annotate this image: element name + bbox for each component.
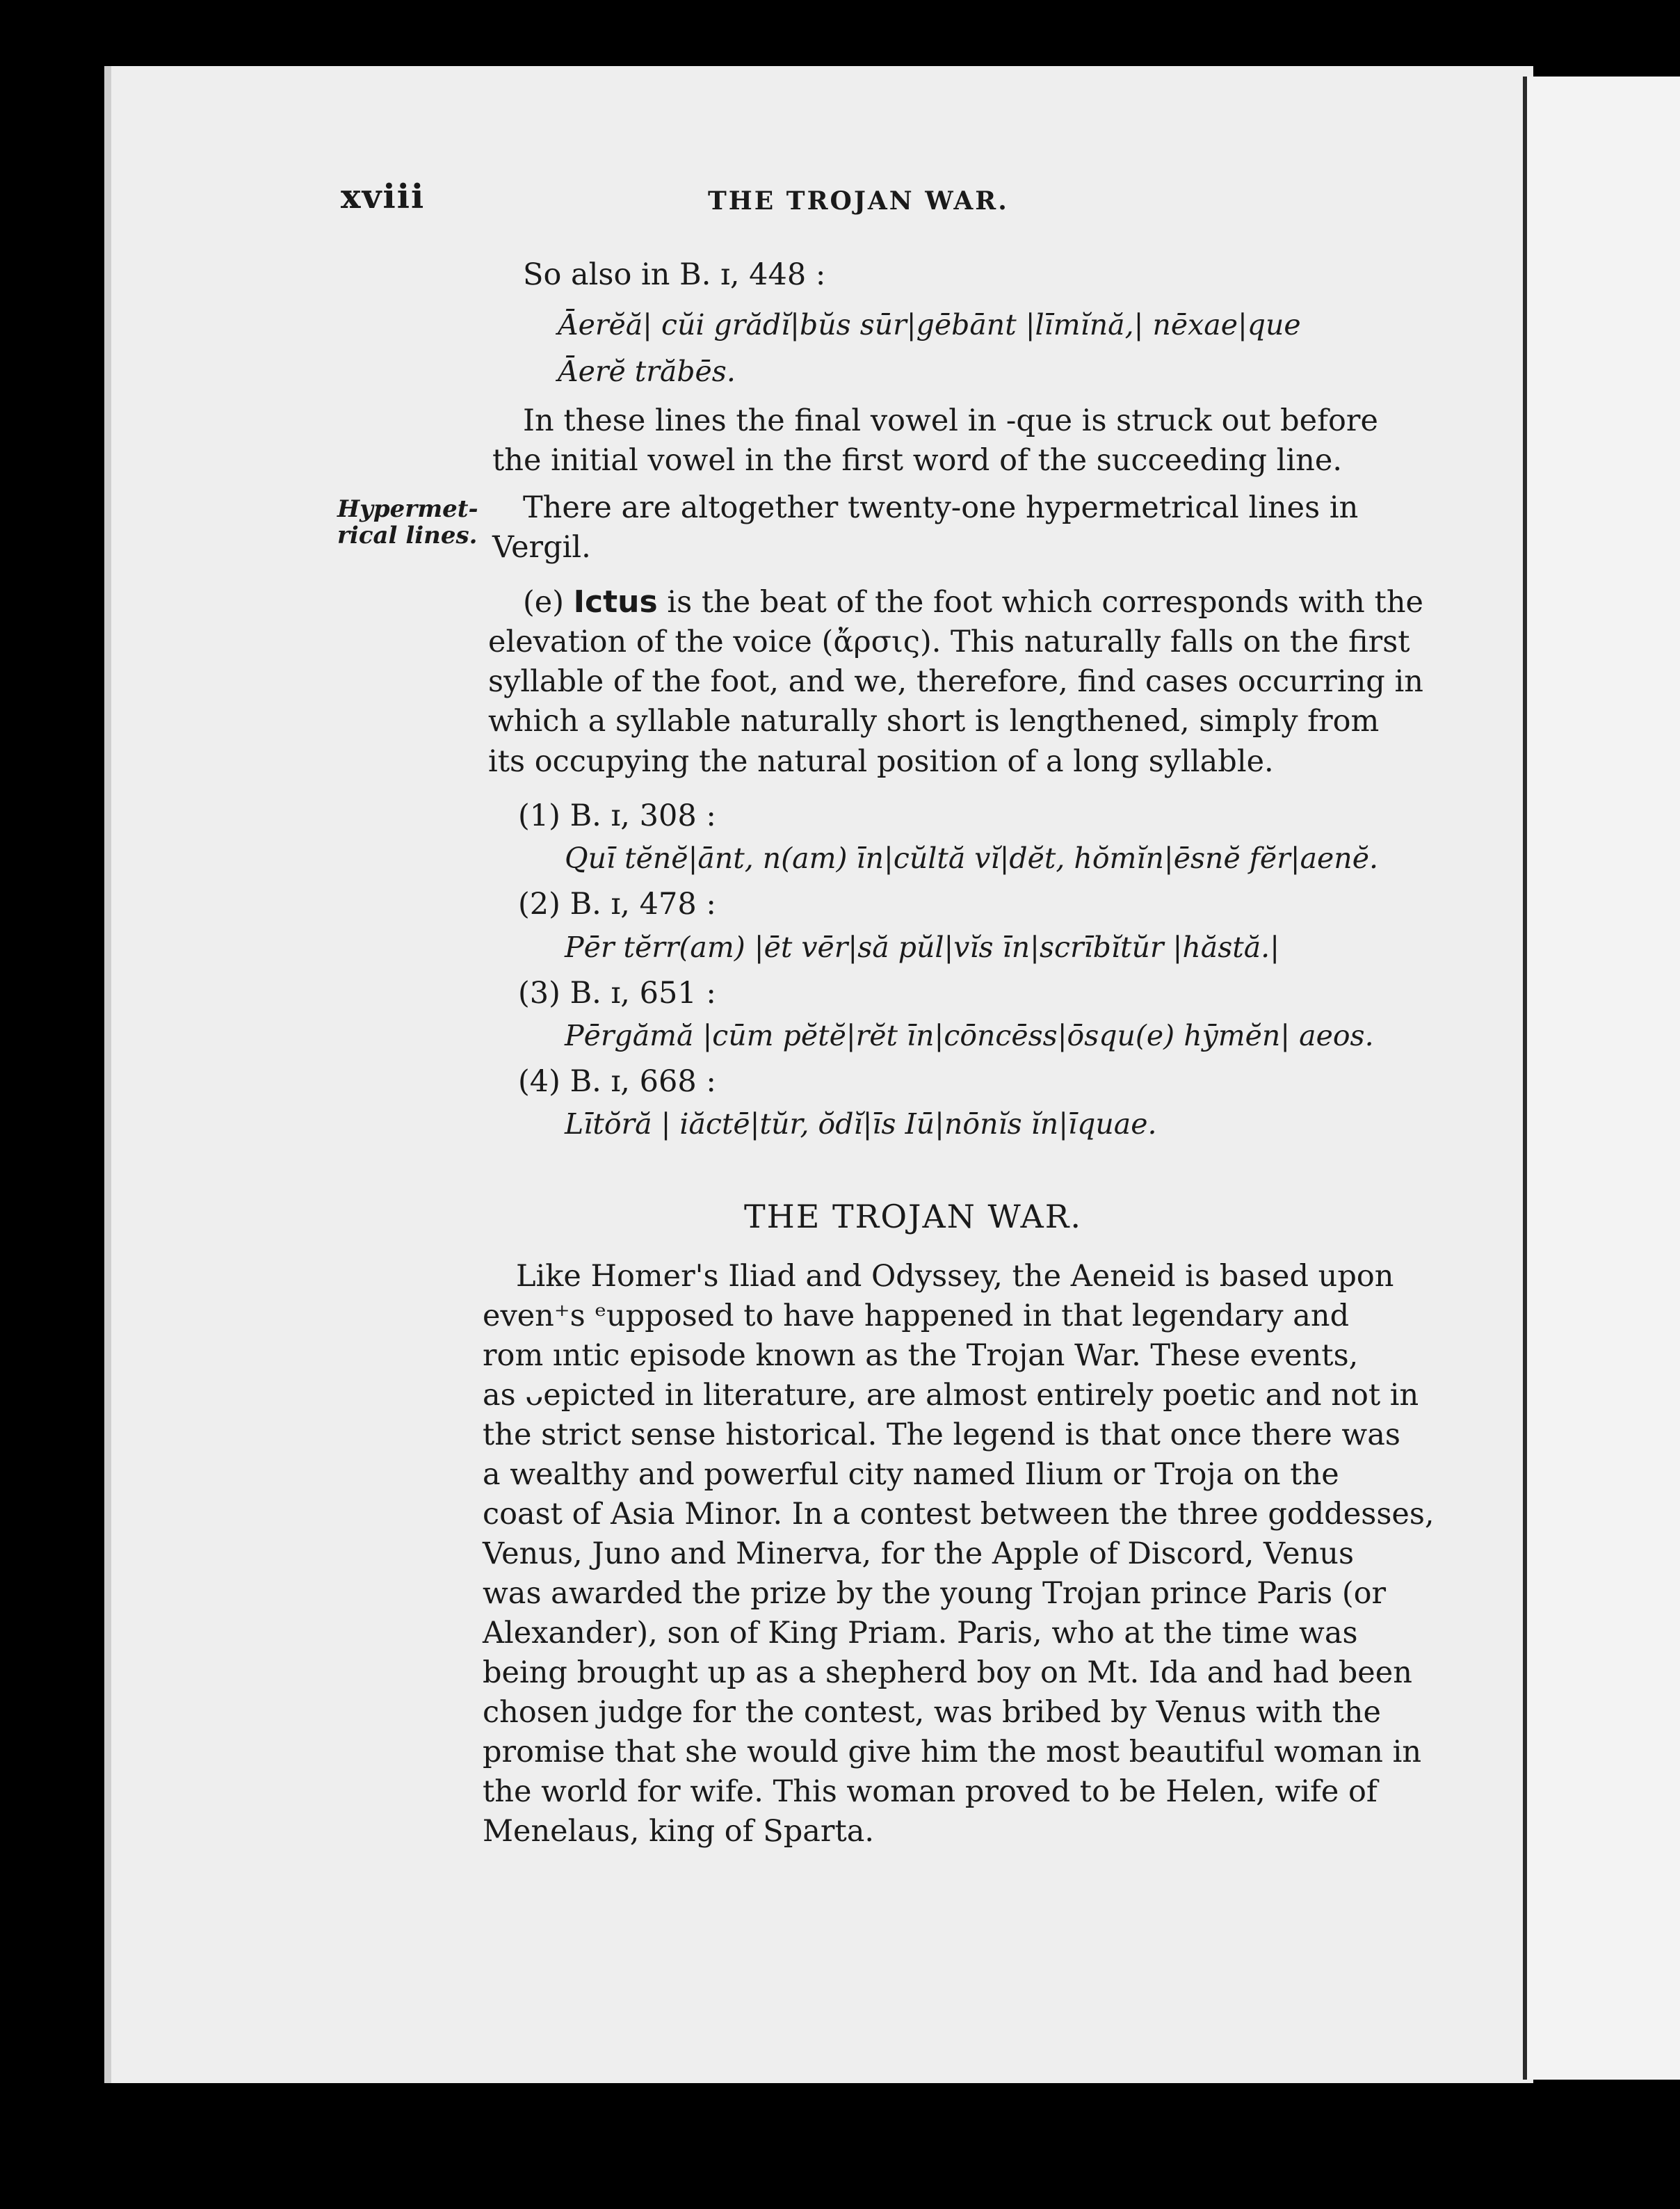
verse-line: Āerĕă| cŭi grădĭ|bŭs sūr|gēbānt |līmĭnă,| nēxae|que — [558, 308, 1301, 342]
facing-page-edge — [1523, 77, 1680, 2080]
example-verse: Pēr tĕrr(am) |ēt vēr|să pŭl|vĭs īn|scrībĭtŭr |hăstă.| — [565, 931, 1280, 964]
body-line: its occupying the natural position of a long syllable. — [488, 744, 1274, 779]
example-ref: (3) B. ɪ, 651 : — [518, 976, 716, 1011]
verse-line: Āerĕ trăbēs. — [558, 355, 736, 388]
body-line: In these lines the final vowel in -que is struck out before — [523, 403, 1378, 438]
example-verse: Pērgămă |cūm pĕtĕ|rĕt īn|cōncēss|ōsqu(e) hȳmĕn| aeos. — [565, 1019, 1374, 1052]
paragraph-line: being brought up as a shepherd boy on Mt. Ida and had been — [483, 1655, 1412, 1690]
paragraph-line: was awarded the prize by the young Trojan prince Paris (or — [483, 1576, 1387, 1611]
body-line: the initial vowel in the first word of the succeeding line. — [492, 443, 1342, 478]
ictus-first-line — [523, 584, 1423, 620]
margin-note-line: Hypermet- — [337, 495, 478, 523]
example-ref: (4) B. ɪ, 668 : — [518, 1064, 716, 1099]
ictus-prefix: (e) — [523, 585, 564, 620]
body-line: Vergil. — [492, 530, 591, 565]
running-title: THE TROJAN WAR. — [708, 186, 1009, 216]
ictus-term: Ictus — [573, 584, 658, 620]
paragraph-line: Venus, Juno and Minerva, for the Apple of Discord, Venus — [483, 1536, 1355, 1571]
paragraph-line: the strict sense historical. The legend is that once there was — [483, 1417, 1400, 1452]
margin-note — [337, 496, 478, 549]
paragraph-line: Menelaus, king of Sparta. — [483, 1814, 875, 1849]
page-number: xviii — [341, 177, 426, 216]
section-title: THE TROJAN WAR. — [744, 1198, 1083, 1235]
margin-note-line: rical lines. — [337, 522, 478, 549]
paragraph-line: chosen judge for the contest, was bribed by Venus with the — [483, 1695, 1381, 1730]
paragraph-line: even⁺s ᵉupposed to have happened in that legendary and — [483, 1299, 1350, 1333]
paragraph-line: promise that she would give him the most beautiful woman in — [483, 1735, 1422, 1769]
paragraph-line: as ᴗepicted in literature, are almost entirely poetic and not in — [483, 1378, 1419, 1413]
intro-line: So also in B. ɪ, 448 : — [523, 257, 826, 292]
paragraph-line: Alexander), son of King Priam. Paris, who at the time was — [483, 1616, 1358, 1650]
body-line: which a syllable naturally short is lengthened, simply from — [488, 704, 1380, 739]
body-line: syllable of the foot, and we, therefore, find cases occurring in — [488, 664, 1423, 699]
example-ref: (2) B. ɪ, 478 : — [518, 887, 716, 922]
paragraph-line: a wealthy and powerful city named Ilium or Troja on the — [483, 1457, 1339, 1492]
paragraph-line: coast of Asia Minor. In a contest between the three goddesses, — [483, 1497, 1435, 1532]
paragraph-line: Like Homer's Iliad and Odyssey, the Aeneid is based upon — [516, 1259, 1394, 1294]
example-verse: Lītŏră | iăctē|tŭr, ŏdĭ|īs Iū|nōnĭs ĭn|īquae. — [565, 1107, 1157, 1141]
example-verse: Quī tĕnĕ|ānt, n(am) īn|cŭltă vĭ|dĕt, hŏmĭn|ēsnĕ fĕr|aenĕ. — [565, 842, 1379, 875]
example-ref: (1) B. ɪ, 308 : — [518, 798, 716, 833]
paragraph-line: the world for wife. This woman proved to be Helen, wife of — [483, 1774, 1378, 1809]
body-line: There are altogether twenty-one hypermetrical lines in — [523, 490, 1359, 525]
body-line: elevation of the voice (ἄρσις). This naturally falls on the first — [488, 625, 1410, 659]
ictus-rest: is the beat of the foot which corresponds with the — [667, 585, 1423, 620]
paragraph-line: rom ıntic episode known as the Trojan War. These events, — [483, 1338, 1359, 1373]
